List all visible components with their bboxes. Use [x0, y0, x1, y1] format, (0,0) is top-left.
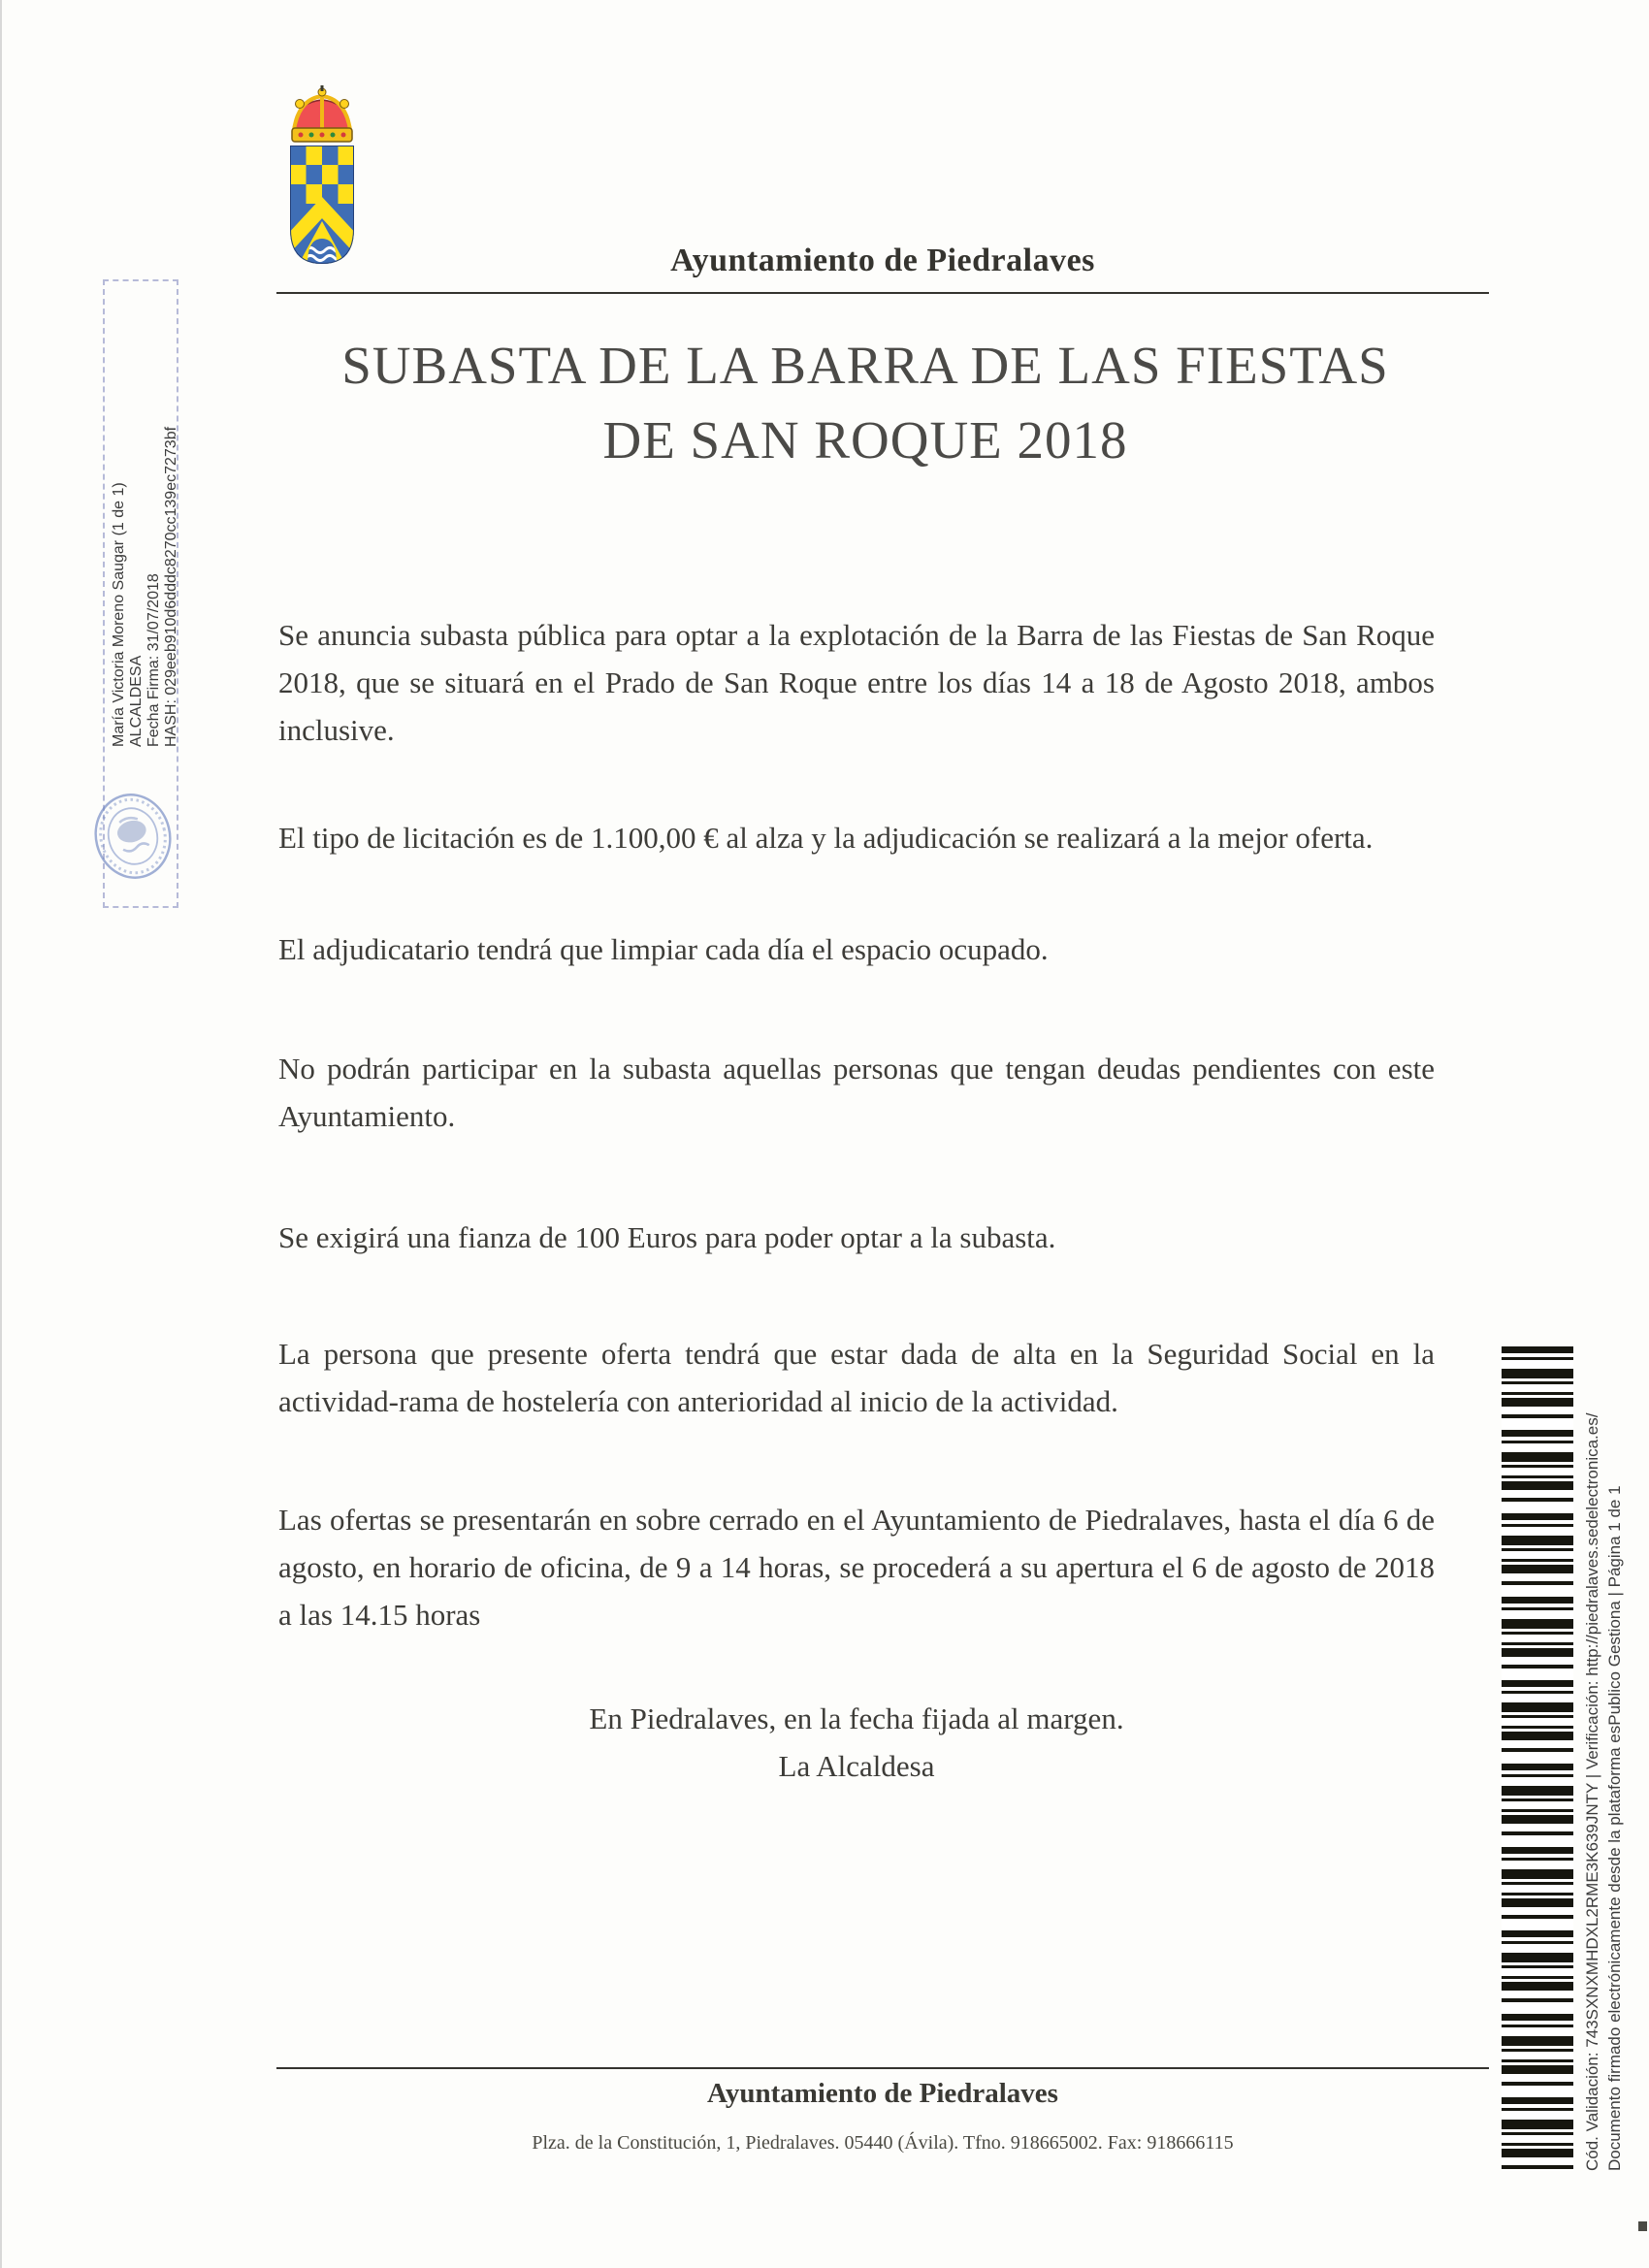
- validation-platform-line: Documento firmado electrónicamente desde la plataforma esPublico Gestiona | Página 1 de 1: [1605, 1485, 1624, 2171]
- footer-org-name: Ayuntamiento de Piedralaves: [707, 2078, 1058, 2109]
- official-stamp-icon: [91, 791, 175, 882]
- validation-text: [1581, 1348, 1628, 2171]
- paragraph: El tipo de licitación es de 1.100,00 € al alza y la adjudicación se realizará a la mejor oferta.: [278, 821, 1374, 855]
- document-title-line1: SUBASTA DE LA BARRA DE LAS FIESTAS: [341, 336, 1389, 395]
- scan-mark-artifact: [1638, 2221, 1647, 2231]
- paragraph: Se anuncia subasta pública para optar a la explotación de la Barra de las Fiestas de San Roque 2018, que se situará en el Prado de San Roque entre los días 14 a 18 de Agosto 2018, ambos inclusive.: [278, 618, 1435, 747]
- signer-role: La Alcaldesa: [778, 1749, 935, 1783]
- scan-edge-artifact: [0, 0, 2, 2268]
- paragraph: El adjudicatario tendrá que limpiar cada día el espacio ocupado.: [278, 932, 1049, 966]
- signature-hash-line: HASH: 029eeb910d6dddc8270cc139ec7273bf: [163, 426, 179, 747]
- signer-name-line: María Victoria Moreno Saugar (1 de 1): [111, 482, 127, 747]
- document-title: [262, 328, 1469, 477]
- paragraph: La persona que presente oferta tendrá que estar dada de alta en la Seguridad Social en la actividad-rama de hostelería con anterioridad al inicio de la actividad.: [278, 1337, 1435, 1418]
- coat-of-arms-icon: [280, 85, 364, 264]
- footer-divider: [276, 2067, 1489, 2069]
- document-title-line2: DE SAN ROQUE 2018: [602, 410, 1128, 470]
- validation-code-line: Cód. Validación: 743SXNXMHDXL2RME3K639JNTY | Verificación: http://piedralaves.sedelectronica.es/: [1583, 1412, 1601, 2171]
- signer-info-text: [111, 283, 180, 747]
- paragraph: Las ofertas se presentarán en sobre cerrado en el Ayuntamiento de Piedralaves, hasta el día 6 de agosto, en horario de oficina, de 9 a 14 horas, se procederá a su apertura el 6 de agosto de 2018 a las 14.15 horas: [278, 1503, 1435, 1632]
- document-body: [278, 611, 1435, 1790]
- org-name: Ayuntamiento de Piedralaves: [670, 243, 1095, 278]
- header-divider: [276, 292, 1489, 294]
- paragraph: Se exigirá una fianza de 100 Euros para poder optar a la subasta.: [278, 1220, 1056, 1254]
- closing-line: En Piedralaves, en la fecha fijada al margen.: [589, 1701, 1124, 1735]
- signature-date-line: Fecha Firma: 31/07/2018: [146, 573, 162, 747]
- signer-role-line: ALCALDESA: [128, 655, 145, 747]
- paragraph: No podrán participar en la subasta aquellas personas que tengan deudas pendientes con este Ayuntamiento.: [278, 1052, 1435, 1133]
- validation-barcode: [1502, 1346, 1573, 2171]
- footer-address: Plza. de la Constitución, 1, Piedralaves. 05440 (Ávila). Tfno. 918665002. Fax: 918666115: [532, 2132, 1234, 2154]
